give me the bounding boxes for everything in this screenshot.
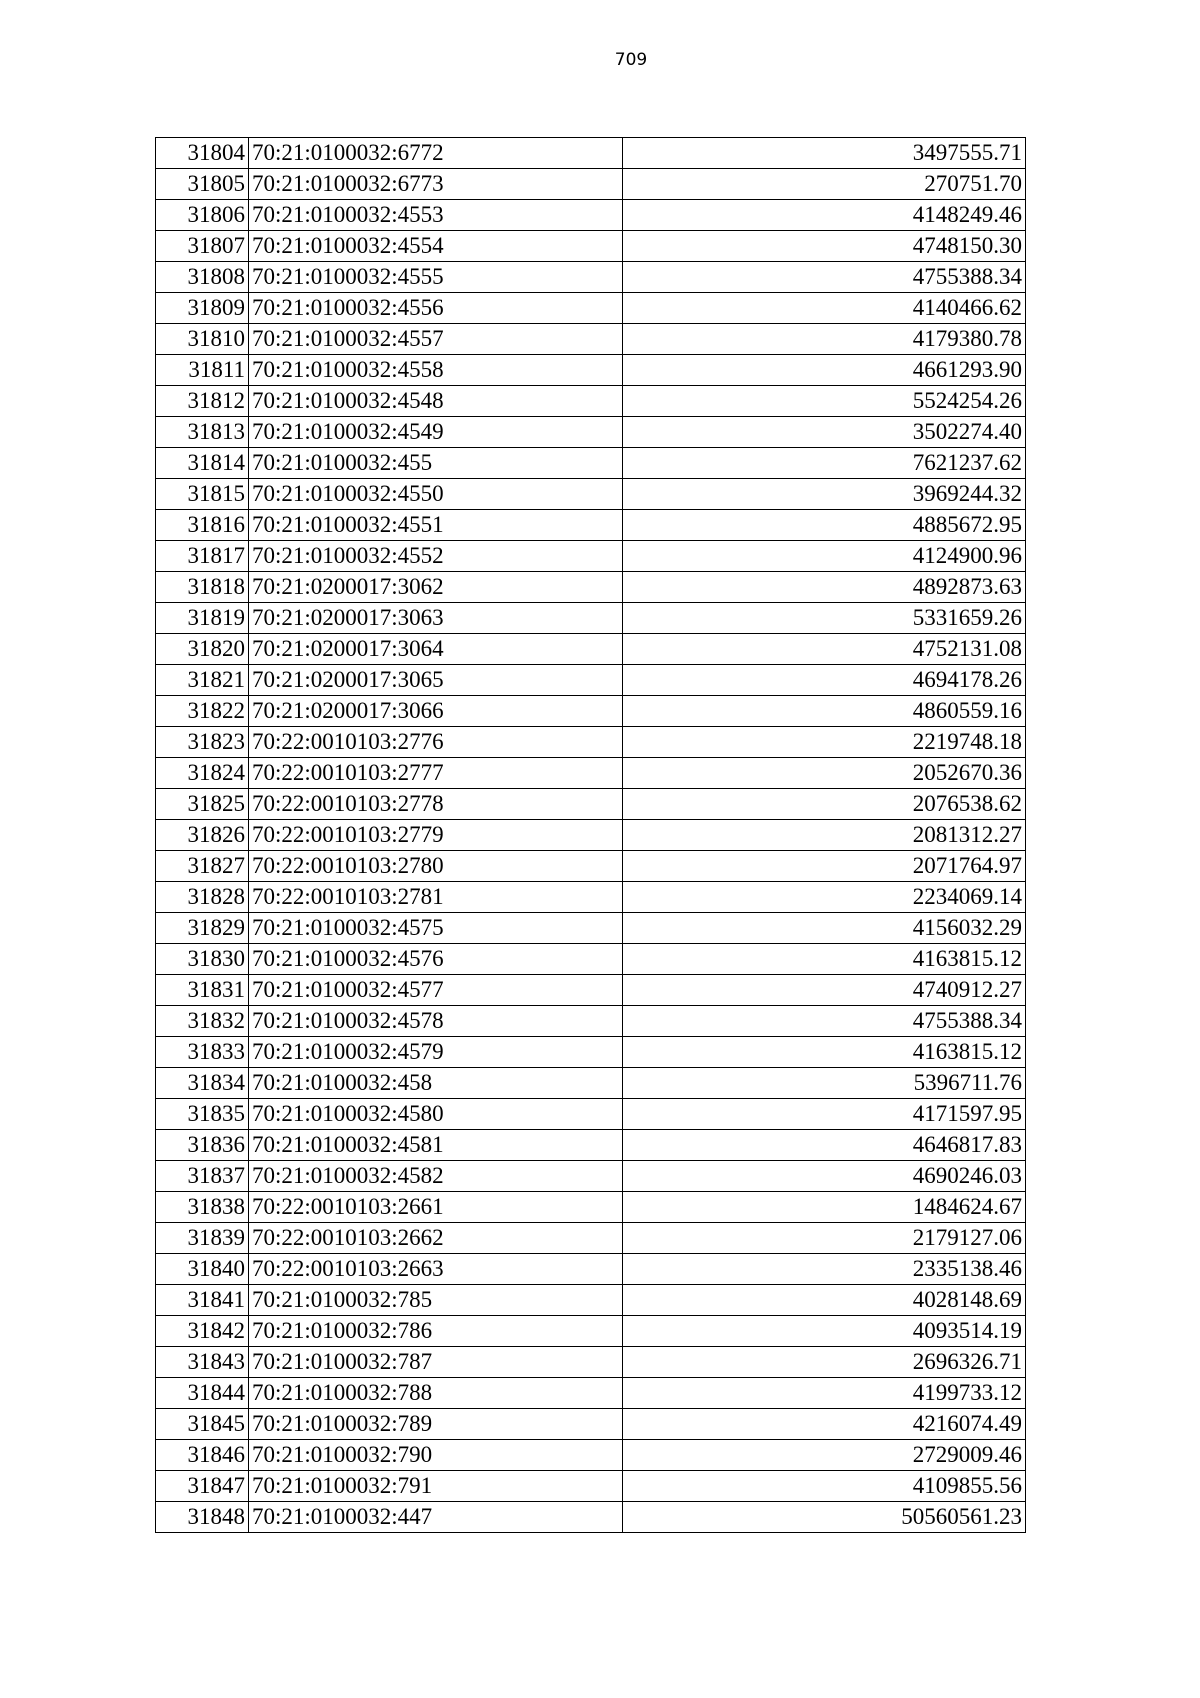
row-number-cell: 31813 [156, 417, 249, 448]
cadastral-value-cell: 4748150.30 [623, 231, 1026, 262]
cadastral-number-cell: 70:21:0100032:4579 [249, 1037, 623, 1068]
cadastral-number-cell: 70:21:0100032:4577 [249, 975, 623, 1006]
cadastral-number-cell: 70:21:0100032:4580 [249, 1099, 623, 1130]
cadastral-number-cell: 70:21:0100032:447 [249, 1502, 623, 1533]
row-number-cell: 31835 [156, 1099, 249, 1130]
cadastral-number-cell: 70:22:0010103:2778 [249, 789, 623, 820]
row-number-cell: 31810 [156, 324, 249, 355]
cadastral-number-cell: 70:22:0010103:2781 [249, 882, 623, 913]
cadastral-value-cell: 5331659.26 [623, 603, 1026, 634]
cadastral-number-cell: 70:21:0100032:787 [249, 1347, 623, 1378]
table-row [156, 386, 1026, 417]
table-row [156, 1254, 1026, 1285]
row-number-cell: 31815 [156, 479, 249, 510]
cadastral-value-cell: 4661293.90 [623, 355, 1026, 386]
cadastral-value-cell: 7621237.62 [623, 448, 1026, 479]
row-number-cell: 31822 [156, 696, 249, 727]
table-row [156, 231, 1026, 262]
table-row [156, 1316, 1026, 1347]
cadastral-value-cell: 2071764.97 [623, 851, 1026, 882]
cadastral-value-cell: 4740912.27 [623, 975, 1026, 1006]
cadastral-number-cell: 70:21:0100032:6773 [249, 169, 623, 200]
table-row [156, 1099, 1026, 1130]
row-number-cell: 31838 [156, 1192, 249, 1223]
cadastral-value-cell: 4156032.29 [623, 913, 1026, 944]
row-number-cell: 31805 [156, 169, 249, 200]
cadastral-value-cell: 5396711.76 [623, 1068, 1026, 1099]
cadastral-value-cell: 2076538.62 [623, 789, 1026, 820]
cadastral-value-cell: 4892873.63 [623, 572, 1026, 603]
row-number-cell: 31824 [156, 758, 249, 789]
table-row [156, 1037, 1026, 1068]
row-number-cell: 31809 [156, 293, 249, 324]
cadastral-value-cell: 4171597.95 [623, 1099, 1026, 1130]
cadastral-number-cell: 70:21:0100032:4558 [249, 355, 623, 386]
row-number-cell: 31843 [156, 1347, 249, 1378]
row-number-cell: 31811 [156, 355, 249, 386]
row-number-cell: 31808 [156, 262, 249, 293]
cadastral-number-cell: 70:21:0200017:3065 [249, 665, 623, 696]
table-row [156, 696, 1026, 727]
cadastral-number-cell: 70:21:0100032:4581 [249, 1130, 623, 1161]
cadastral-value-cell: 4860559.16 [623, 696, 1026, 727]
cadastral-number-cell: 70:21:0100032:4551 [249, 510, 623, 541]
row-number-cell: 31847 [156, 1471, 249, 1502]
row-number-cell: 31818 [156, 572, 249, 603]
cadastral-value-cell: 4093514.19 [623, 1316, 1026, 1347]
cadastral-number-cell: 70:21:0100032:4554 [249, 231, 623, 262]
row-number-cell: 31804 [156, 138, 249, 169]
cadastral-value-cell: 4646817.83 [623, 1130, 1026, 1161]
cadastral-value-cell: 2219748.18 [623, 727, 1026, 758]
cadastral-value-cell: 2335138.46 [623, 1254, 1026, 1285]
cadastral-value-cell: 5524254.26 [623, 386, 1026, 417]
row-number-cell: 31836 [156, 1130, 249, 1161]
cadastral-value-cell: 4885672.95 [623, 510, 1026, 541]
table-row [156, 665, 1026, 696]
table-row [156, 417, 1026, 448]
table-row [156, 1068, 1026, 1099]
table-row [156, 572, 1026, 603]
cadastral-number-cell: 70:21:0100032:4550 [249, 479, 623, 510]
cadastral-value-cell: 2179127.06 [623, 1223, 1026, 1254]
cadastral-number-cell: 70:21:0100032:4556 [249, 293, 623, 324]
row-number-cell: 31823 [156, 727, 249, 758]
cadastral-number-cell: 70:22:0010103:2779 [249, 820, 623, 851]
cadastral-value-cell: 4140466.62 [623, 293, 1026, 324]
table-row [156, 1409, 1026, 1440]
cadastral-number-cell: 70:21:0100032:4552 [249, 541, 623, 572]
table-row [156, 1440, 1026, 1471]
cadastral-number-cell: 70:21:0100032:786 [249, 1316, 623, 1347]
row-number-cell: 31826 [156, 820, 249, 851]
row-number-cell: 31806 [156, 200, 249, 231]
cadastral-number-cell: 70:21:0200017:3066 [249, 696, 623, 727]
cadastral-number-cell: 70:21:0100032:4553 [249, 200, 623, 231]
cadastral-number-cell: 70:21:0100032:4555 [249, 262, 623, 293]
cadastral-number-cell: 70:22:0010103:2663 [249, 1254, 623, 1285]
cadastral-number-cell: 70:21:0100032:455 [249, 448, 623, 479]
table-row [156, 913, 1026, 944]
cadastral-number-cell: 70:21:0100032:4576 [249, 944, 623, 975]
row-number-cell: 31834 [156, 1068, 249, 1099]
row-number-cell: 31846 [156, 1440, 249, 1471]
table-row [156, 727, 1026, 758]
row-number-cell: 31821 [156, 665, 249, 696]
table-row [156, 355, 1026, 386]
cadastral-number-cell: 70:21:0100032:4578 [249, 1006, 623, 1037]
table-row [156, 138, 1026, 169]
cadastral-number-cell: 70:21:0100032:4575 [249, 913, 623, 944]
table-row [156, 851, 1026, 882]
row-number-cell: 31837 [156, 1161, 249, 1192]
table-row [156, 479, 1026, 510]
row-number-cell: 31827 [156, 851, 249, 882]
cadastral-value-cell: 4690246.03 [623, 1161, 1026, 1192]
row-number-cell: 31819 [156, 603, 249, 634]
cadastral-number-cell: 70:21:0100032:4549 [249, 417, 623, 448]
table-body [156, 138, 1026, 1533]
cadastral-number-cell: 70:21:0200017:3064 [249, 634, 623, 665]
table-row [156, 541, 1026, 572]
cadastral-value-cell: 2234069.14 [623, 882, 1026, 913]
table-row [156, 882, 1026, 913]
table-row [156, 324, 1026, 355]
row-number-cell: 31845 [156, 1409, 249, 1440]
row-number-cell: 31817 [156, 541, 249, 572]
cadastral-number-cell: 70:21:0100032:789 [249, 1409, 623, 1440]
table-row [156, 758, 1026, 789]
table-row [156, 634, 1026, 665]
cadastral-value-cell: 4752131.08 [623, 634, 1026, 665]
table-row [156, 262, 1026, 293]
row-number-cell: 31839 [156, 1223, 249, 1254]
cadastral-value-cell: 2729009.46 [623, 1440, 1026, 1471]
cadastral-number-cell: 70:22:0010103:2661 [249, 1192, 623, 1223]
cadastral-number-cell: 70:21:0100032:6772 [249, 138, 623, 169]
table-row [156, 1223, 1026, 1254]
cadastral-number-cell: 70:22:0010103:2662 [249, 1223, 623, 1254]
table-row [156, 789, 1026, 820]
cadastral-value-cell: 4199733.12 [623, 1378, 1026, 1409]
cadastral-value-cell: 270751.70 [623, 169, 1026, 200]
cadastral-number-cell: 70:21:0100032:788 [249, 1378, 623, 1409]
cadastral-number-cell: 70:21:0100032:4557 [249, 324, 623, 355]
row-number-cell: 31848 [156, 1502, 249, 1533]
row-number-cell: 31830 [156, 944, 249, 975]
table-row [156, 603, 1026, 634]
cadastral-value-cell: 3969244.32 [623, 479, 1026, 510]
cadastral-value-cell: 3502274.40 [623, 417, 1026, 448]
cadastral-number-cell: 70:21:0100032:458 [249, 1068, 623, 1099]
row-number-cell: 31807 [156, 231, 249, 262]
cadastral-value-cell: 4755388.34 [623, 262, 1026, 293]
cadastral-number-cell: 70:21:0200017:3062 [249, 572, 623, 603]
row-number-cell: 31833 [156, 1037, 249, 1068]
cadastral-number-cell: 70:22:0010103:2780 [249, 851, 623, 882]
row-number-cell: 31842 [156, 1316, 249, 1347]
table-row [156, 1378, 1026, 1409]
cadastral-value-cell: 3497555.71 [623, 138, 1026, 169]
row-number-cell: 31828 [156, 882, 249, 913]
row-number-cell: 31825 [156, 789, 249, 820]
cadastral-value-table [155, 137, 1026, 1533]
row-number-cell: 31814 [156, 448, 249, 479]
row-number-cell: 31816 [156, 510, 249, 541]
cadastral-number-cell: 70:22:0010103:2777 [249, 758, 623, 789]
table-row [156, 169, 1026, 200]
table-row [156, 1502, 1026, 1533]
table-row [156, 1006, 1026, 1037]
table-row [156, 820, 1026, 851]
cadastral-value-cell: 4163815.12 [623, 944, 1026, 975]
cadastral-number-cell: 70:21:0100032:790 [249, 1440, 623, 1471]
table-row [156, 293, 1026, 324]
cadastral-value-cell: 2081312.27 [623, 820, 1026, 851]
cadastral-value-cell: 2052670.36 [623, 758, 1026, 789]
table-row [156, 1285, 1026, 1316]
table-row [156, 1347, 1026, 1378]
table-row [156, 448, 1026, 479]
cadastral-number-cell: 70:21:0100032:791 [249, 1471, 623, 1502]
cadastral-value-cell: 4028148.69 [623, 1285, 1026, 1316]
table-row [156, 200, 1026, 231]
cadastral-value-cell: 50560561.23 [623, 1502, 1026, 1533]
row-number-cell: 31841 [156, 1285, 249, 1316]
row-number-cell: 31831 [156, 975, 249, 1006]
row-number-cell: 31840 [156, 1254, 249, 1285]
cadastral-number-cell: 70:21:0200017:3063 [249, 603, 623, 634]
page-number: 709 [614, 50, 648, 70]
cadastral-value-cell: 4148249.46 [623, 200, 1026, 231]
row-number-cell: 31832 [156, 1006, 249, 1037]
cadastral-value-cell: 4216074.49 [623, 1409, 1026, 1440]
cadastral-value-cell: 1484624.67 [623, 1192, 1026, 1223]
cadastral-number-cell: 70:21:0100032:4582 [249, 1161, 623, 1192]
cadastral-value-cell: 4694178.26 [623, 665, 1026, 696]
table-row [156, 975, 1026, 1006]
cadastral-number-cell: 70:21:0100032:785 [249, 1285, 623, 1316]
table-row [156, 510, 1026, 541]
table-row [156, 1471, 1026, 1502]
cadastral-value-cell: 4179380.78 [623, 324, 1026, 355]
cadastral-value-cell: 4163815.12 [623, 1037, 1026, 1068]
cadastral-value-cell: 4124900.96 [623, 541, 1026, 572]
row-number-cell: 31829 [156, 913, 249, 944]
cadastral-value-cell: 4755388.34 [623, 1006, 1026, 1037]
cadastral-value-cell: 4109855.56 [623, 1471, 1026, 1502]
row-number-cell: 31844 [156, 1378, 249, 1409]
table-row [156, 1192, 1026, 1223]
cadastral-value-cell: 2696326.71 [623, 1347, 1026, 1378]
table-row [156, 1130, 1026, 1161]
table-row [156, 944, 1026, 975]
row-number-cell: 31820 [156, 634, 249, 665]
row-number-cell: 31812 [156, 386, 249, 417]
table-row [156, 1161, 1026, 1192]
cadastral-number-cell: 70:21:0100032:4548 [249, 386, 623, 417]
cadastral-number-cell: 70:22:0010103:2776 [249, 727, 623, 758]
